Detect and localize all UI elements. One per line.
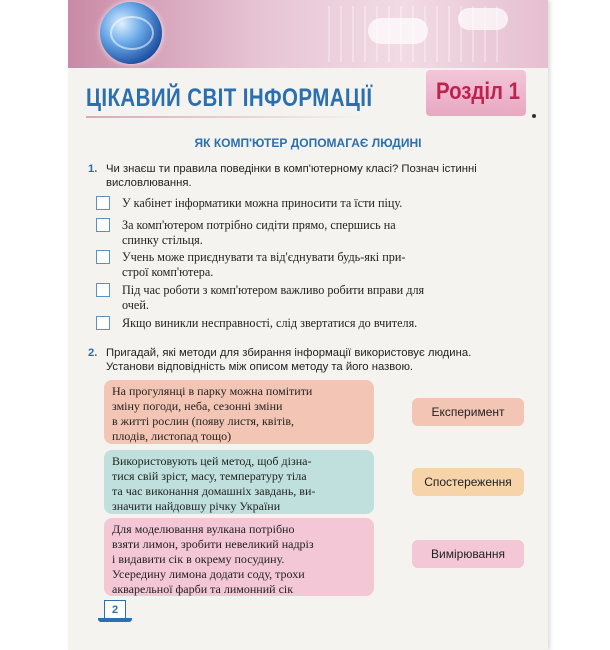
statement-text: Учень може приєднувати та від'єднувати будь-які при- [122, 250, 406, 264]
section-badge [426, 70, 526, 116]
question-number: 2. [88, 347, 98, 359]
globe-icon [100, 2, 162, 64]
description-card-1[interactable] [104, 380, 374, 444]
method-observation[interactable]: Спостереження [412, 468, 524, 496]
statement-checkbox[interactable] [96, 316, 110, 330]
textbook-page [68, 0, 548, 650]
description-card-2[interactable] [104, 450, 374, 514]
statement-item [116, 218, 516, 247]
description-line: та час виконання домашніх завдань, ви- [112, 484, 316, 498]
statement-item [116, 283, 516, 312]
cloud-icon [368, 18, 428, 44]
chapter-header [68, 70, 548, 118]
statement-text: спинку стільця. [122, 232, 203, 247]
description-line: тися свій зріст, масу, температуру тіла [112, 469, 307, 483]
question-1 [88, 162, 516, 190]
statement-checkbox[interactable] [96, 196, 110, 210]
cloud-icon [458, 8, 508, 30]
description-line: Усередину лимона додати соду, трохи [112, 567, 305, 581]
chapter-title: ЦІКАВИЙ СВІТ ІНФОРМАЦІЇ [86, 84, 373, 112]
description-line: в житті рослин (появу листя, квітів, [112, 414, 295, 428]
page-number: 2 [104, 600, 126, 620]
description-line: На прогулянці в парку можна помітити [112, 384, 313, 398]
statement-item [116, 250, 516, 279]
question-2 [88, 346, 516, 374]
statement-checkbox[interactable] [96, 218, 110, 232]
chapter-banner [68, 0, 548, 68]
description-line: плодів, листопад тощо) [112, 429, 232, 443]
statement-text: Якщо виникли несправності, слід звертатися до вчителя. [122, 316, 418, 330]
question-number: 1. [88, 163, 98, 175]
statement-item [116, 196, 516, 211]
question-text: Установи відповідність між описом методу та його назвою. [106, 361, 414, 373]
question-text: Чи знаєш ти правила поведінки в комп'ютерному класі? Познач істинні [106, 163, 477, 175]
title-underline [86, 116, 366, 118]
method-experiment[interactable]: Експеримент [412, 398, 524, 426]
description-line: зміну погоди, неба, сезонні зміни [112, 399, 283, 413]
statement-item [116, 316, 516, 331]
section-label: Розділ 1 [436, 78, 521, 105]
decorative-dot [532, 114, 536, 118]
statement-checkbox[interactable] [96, 250, 110, 264]
method-measurement[interactable]: Вимірювання [412, 540, 524, 568]
statement-text: У кабінет інформатики можна приносити та їсти піцу. [122, 196, 403, 210]
statement-text: очей. [122, 297, 149, 312]
laptop-base-icon [98, 618, 132, 622]
description-line: Використовують цей метод, щоб дізна- [112, 454, 312, 468]
description-line: значити найдовшу річку України [112, 499, 281, 513]
description-line: взяти лимон, зробити невеликий надріз [112, 537, 314, 551]
statement-checkbox[interactable] [96, 283, 110, 297]
description-line: Для моделювання вулкана потрібно [112, 522, 295, 536]
statement-text: Під час роботи з комп'ютером важливо робити вправи для [122, 283, 425, 297]
description-line: акварельної фарби та лимонний сік [112, 582, 294, 596]
question-text: висловлювання. [106, 177, 192, 189]
lesson-subtitle: ЯК КОМП'ЮТЕР ДОПОМАГАЄ ЛЮДИНІ [194, 136, 422, 150]
description-card-3[interactable] [104, 518, 374, 596]
statement-text: За комп'ютером потрібно сидіти прямо, спершись на [122, 218, 396, 232]
description-line: і видавити сік в окрему посудину. [112, 552, 285, 566]
statement-text: строї комп'ютера. [122, 264, 214, 279]
question-text: Пригадай, які методи для збирання інформації використовує людина. [106, 347, 472, 359]
